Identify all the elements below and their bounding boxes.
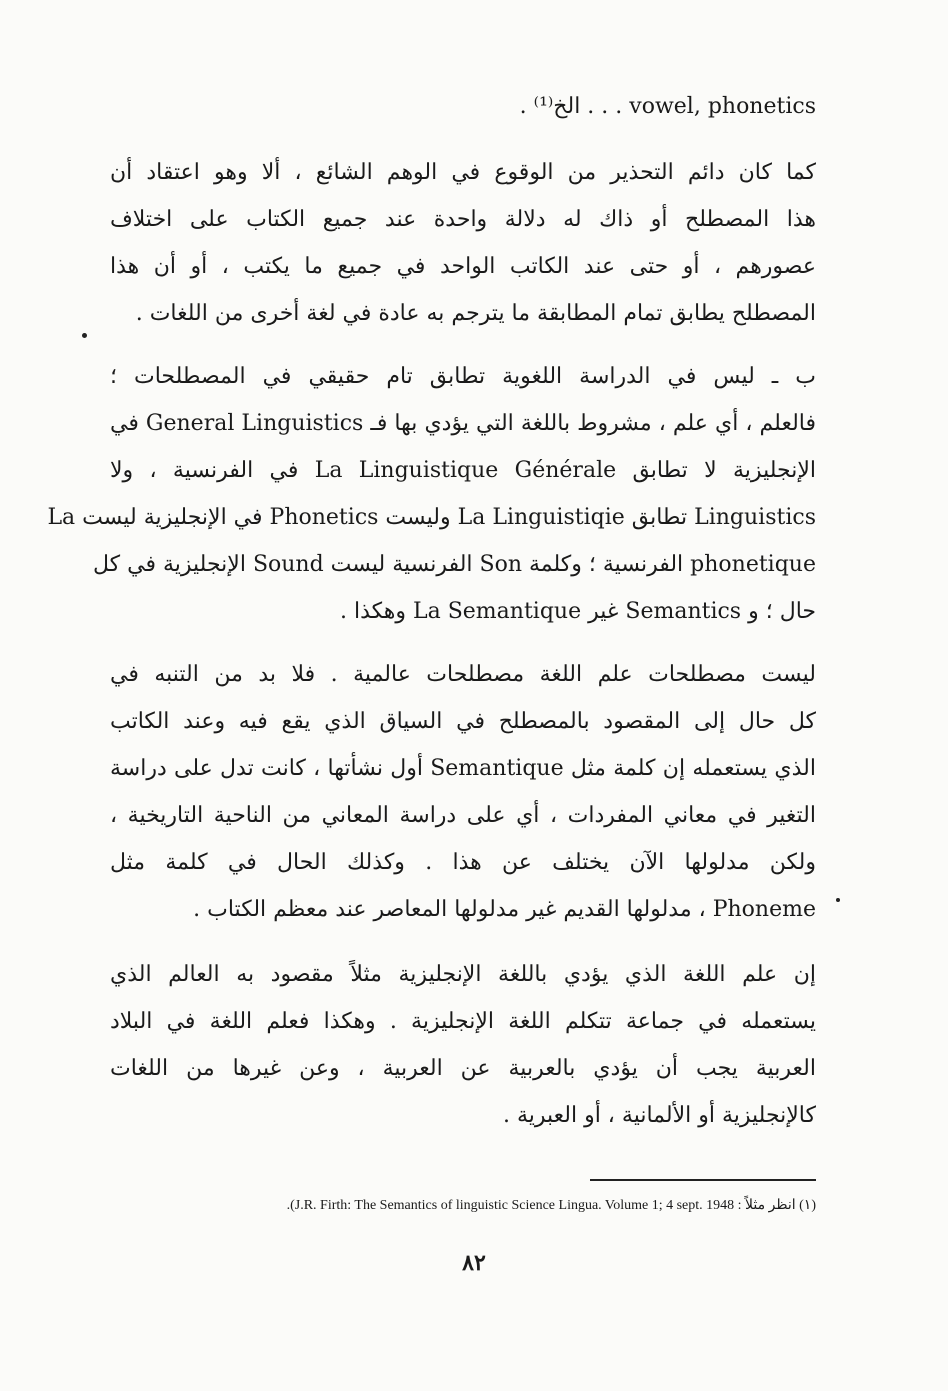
text-line: عصورهم ، أو حتى عند الكاتب الواحد في جميع ما يكتب ، أو أن هذا [110,254,816,279]
text-line: فالعلم ، أي علم ، مشروط باللغة التي يؤدي بها فـ General Linguistics في [110,411,817,436]
text-line: يستعمله في جماعة تتكلم اللغة الإنجليزية . وهكذا فعلم اللغة في البلاد [110,1009,816,1034]
text-line: كالإنجليزية أو الألمانية ، أو العبرية . [502,1103,816,1128]
text-line: حال ؛ و Semantics غير La Semantique وهكذا . [339,599,816,624]
page-number: ٨٢ [462,1250,486,1276]
text-line: التغير في معاني المفردات ، أي على دراسة المعاني من الناحية التاريخية ، [110,803,816,828]
text-line: ولكن مدلولها الآن يختلف عن هذا . وكذلك الحال في كلمة مثل [110,850,816,875]
text-line: الإنجليزية لا تطابق La Linguistique Générale في الفرنسية ، ولا [110,458,816,483]
text-line: ليست مصطلحات علم اللغة مصطلحات عالمية . فلا بد من التنبه في [110,662,816,687]
text-line: Phoneme ، مدلولها القديم غير مدلولها المعاصر عند معظم الكتاب . [193,897,816,922]
text-line: المصطلح يطابق تمام المطابقة ما يترجم به عادة في لغة أخرى من اللغات . [135,301,816,326]
text-line: vowel, phonetics . . . الخ⁽¹⁾ . [519,94,816,119]
text-line: ب ـ ليس في الدراسة اللغوية تطابق تام حقيقي في المصطلحات ؛ [110,364,816,389]
scan-speck-mark [82,333,87,338]
footnote-separator [590,1179,816,1181]
text-line: Linguistics تطابق La Linguistiqie وليست Phonetics في الإنجليزية ليست La [47,505,816,530]
text-line: الذي يستعمله إن كلمة مثل Semantique أول نشأتها ، كانت تدل على دراسة [110,756,816,781]
text-line: phonetique الفرنسية ؛ وكلمة Son الفرنسية ليست Sound الإنجليزية في كل [93,552,816,577]
text-line: العربية يجب أن يؤدي بالعربية عن العربية ، وعن غيرها من اللغات [110,1056,816,1081]
text-line: كل حال إلى المقصود بالمصطلح في السياق الذي يقع فيه وعند الكاتب [110,709,816,734]
text-line: إن علم اللغة الذي يؤدي باللغة الإنجليزية مثلاً مقصود به العالم الذي [110,962,817,987]
text-line: كما كان دائم التحذير من الوقوع في الوهم الشائع ، ألا وهو اعتقاد أن [110,160,816,185]
footnote: (١) انظر مثلاً : J.R. Firth: The Semantics of linguistic Science Lingua. Volume 1; 4 sept. 1948). [286,1198,816,1213]
scan-speck-mark [836,898,840,902]
text-line: هذا المصطلح أو ذاك له دلالة واحدة عند جميع الكتاب على اختلاف [110,207,816,232]
